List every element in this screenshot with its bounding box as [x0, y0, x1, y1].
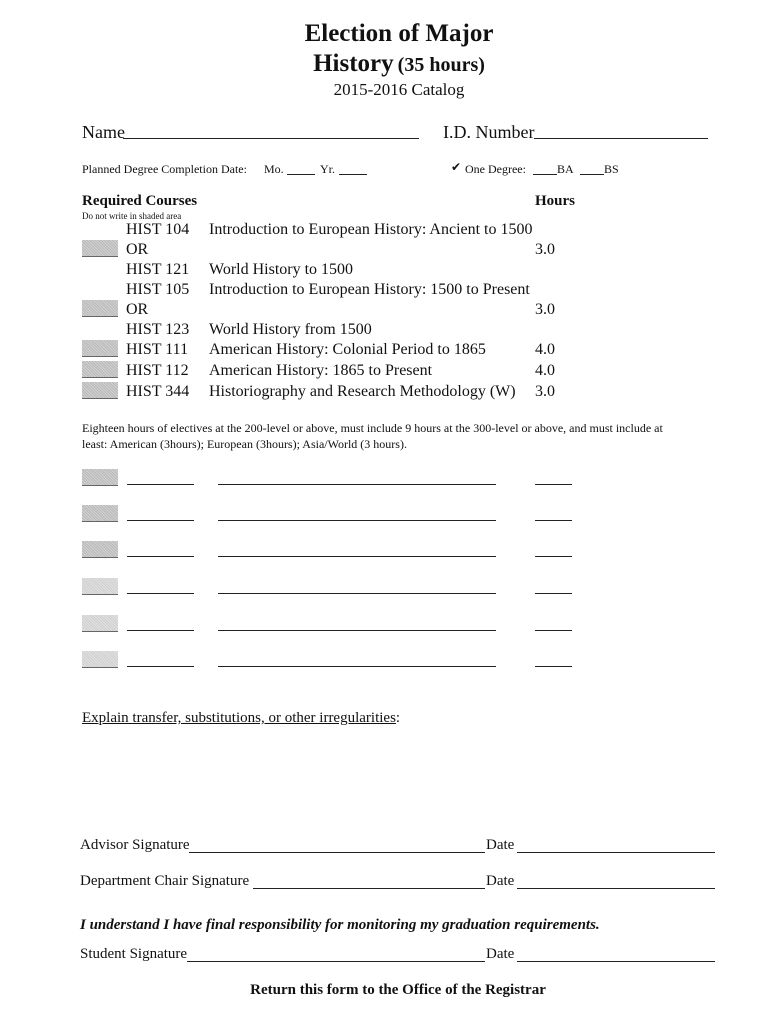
shaded-area	[82, 240, 118, 257]
explain-label-text: Explain transfer, substitutions, or other irregularities	[82, 710, 396, 726]
course-title: World History to 1500	[209, 261, 354, 278]
elective-title-field[interactable]	[218, 484, 496, 485]
course-hours: 4.0	[535, 341, 555, 358]
student-date-field[interactable]	[517, 961, 715, 962]
course-hours: 3.0	[535, 383, 555, 400]
shaded-area	[82, 578, 118, 595]
bs-label: BS	[604, 162, 619, 176]
id-number-label: I.D. Number	[443, 122, 535, 142]
elective-title-field[interactable]	[218, 520, 496, 521]
ba-label: BA	[557, 162, 574, 176]
course-title: Introduction to European History: 1500 to Present	[209, 281, 530, 298]
shaded-area	[82, 300, 118, 317]
name-field[interactable]	[123, 138, 419, 139]
advisor-date-field[interactable]	[517, 852, 715, 853]
elective-course-field[interactable]	[127, 520, 194, 521]
course-hours: 4.0	[535, 362, 555, 379]
return-instruction: Return this form to the Office of the Registrar	[250, 982, 546, 998]
explain-label-colon: :	[395, 710, 401, 726]
year-label: Yr.	[320, 162, 335, 176]
chair-signature-field[interactable]	[253, 888, 485, 889]
course-hours: 3.0	[535, 301, 555, 318]
explain-text-area[interactable]	[82, 732, 702, 822]
elective-hours-field[interactable]	[535, 556, 572, 557]
student-date-label: Date	[486, 946, 515, 962]
course-code: HIST 123	[126, 321, 190, 338]
elective-title-field[interactable]	[218, 630, 496, 631]
elective-course-field[interactable]	[127, 630, 194, 631]
id-number-field[interactable]	[534, 138, 708, 139]
shaded-area	[82, 615, 118, 632]
advisor-signature-field[interactable]	[189, 852, 485, 853]
elective-hours-field[interactable]	[535, 484, 572, 485]
course-hours: 3.0	[535, 241, 555, 258]
course-code: HIST 111	[126, 341, 189, 358]
elective-title-field[interactable]	[218, 593, 496, 594]
explain-label	[82, 710, 400, 727]
course-code: HIST 104	[126, 221, 190, 238]
course-code: HIST 344	[126, 383, 190, 400]
elective-hours-field[interactable]	[535, 666, 572, 667]
name-label: Name	[82, 122, 125, 142]
chair-signature-label: Department Chair Signature	[80, 873, 250, 889]
course-title: Introduction to European History: Ancient to 1500	[209, 221, 533, 238]
chair-date-label: Date	[486, 873, 515, 889]
year-field[interactable]	[339, 174, 367, 175]
responsibility-statement: I understand I have final responsibility for monitoring my graduation requirements.	[80, 917, 600, 933]
course-code: OR	[126, 241, 149, 258]
hours-heading: Hours	[535, 193, 576, 209]
elective-course-field[interactable]	[127, 666, 194, 667]
elective-hours-field[interactable]	[535, 520, 572, 521]
course-title: American History: 1865 to Present	[209, 362, 433, 379]
ba-field[interactable]	[533, 174, 557, 175]
course-code: OR	[126, 301, 149, 318]
chair-date-field[interactable]	[517, 888, 715, 889]
course-code: HIST 121	[126, 261, 190, 278]
major-name: History	[313, 50, 394, 77]
planned-completion-label: Planned Degree Completion Date:	[82, 162, 247, 176]
student-signature-label: Student Signature	[80, 946, 188, 962]
month-field[interactable]	[287, 174, 315, 175]
form-title: Election of Major	[304, 20, 494, 47]
shaded-area-note: Do not write in shaded area	[82, 211, 182, 221]
elective-course-field[interactable]	[127, 593, 194, 594]
shaded-area	[82, 505, 118, 522]
advisor-date-label: Date	[486, 837, 515, 853]
course-title: American History: Colonial Period to 1865	[209, 341, 486, 358]
month-label: Mo.	[264, 162, 284, 176]
shaded-area	[82, 469, 118, 486]
elective-title-field[interactable]	[218, 666, 496, 667]
elective-hours-field[interactable]	[535, 593, 572, 594]
elective-course-field[interactable]	[127, 556, 194, 557]
check-icon: ✔	[451, 160, 462, 174]
electives-instructions-line2: least: American (3hours); European (3hours); Asia/World (3 hours).	[82, 437, 407, 451]
course-title: World History from 1500	[209, 321, 372, 338]
shaded-area	[82, 361, 118, 378]
elective-course-field[interactable]	[127, 484, 194, 485]
shaded-area	[82, 382, 118, 399]
course-code: HIST 105	[126, 281, 190, 298]
credit-hours: (35 hours)	[397, 54, 485, 76]
shaded-area	[82, 340, 118, 357]
catalog-year: 2015-2016 Catalog	[333, 80, 465, 99]
course-code: HIST 112	[126, 362, 189, 379]
form-subtitle	[0, 50, 770, 78]
bs-field[interactable]	[580, 174, 604, 175]
required-courses-heading: Required Courses	[82, 193, 198, 209]
shaded-area	[82, 541, 118, 558]
advisor-signature-label: Advisor Signature	[80, 837, 190, 853]
elective-hours-field[interactable]	[535, 630, 572, 631]
student-signature-field[interactable]	[187, 961, 485, 962]
shaded-area	[82, 651, 118, 668]
one-degree-label: One Degree:	[465, 162, 526, 176]
elective-title-field[interactable]	[218, 556, 496, 557]
electives-instructions-line1: Eighteen hours of electives at the 200-level or above, must include 9 hours at the 300-level or above, and must include at	[82, 421, 663, 435]
course-title: Historiography and Research Methodology (W)	[209, 383, 516, 400]
